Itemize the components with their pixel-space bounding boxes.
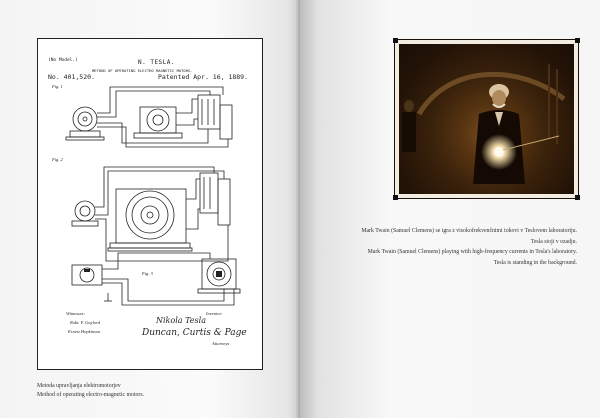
patent-attorneys-signature: Duncan, Curtis & Page (142, 328, 247, 338)
patent-title: METHOD OF OPERATING ELECTRO MAGNETIC MOTORS. (92, 68, 193, 73)
photo-twain-tesla-lab (394, 39, 579, 199)
patent-fig3-label: Fig. 3 (142, 271, 153, 276)
patent-inventor: N. TESLA. (138, 59, 176, 66)
right-caption-line2: Tesla stoji v ozadju. (530, 238, 577, 245)
patent-witness1: Robt. F. Gaylord (70, 320, 100, 325)
photo-corner-mount (575, 195, 580, 200)
right-caption-line4: Tesla is standing in the background. (493, 259, 577, 266)
photo-scene (399, 44, 574, 194)
left-caption-line1: Metoda upravljanja elektromotorjev (37, 383, 121, 389)
patent-inventor-label: Inventor: (206, 311, 223, 316)
right-caption (347, 226, 577, 268)
left-caption (37, 382, 144, 400)
patent-model-label: (No Model.) (48, 58, 78, 63)
patent-witness2: Ernest Hopkinson (68, 329, 101, 334)
patent-fig2-label: Fig. 2 (52, 157, 63, 162)
patent-fig1-label: Fig. 1 (52, 84, 63, 89)
patent-witnesses-label: Witnesses: (66, 311, 85, 316)
photo-corner-mount (393, 38, 398, 43)
photo-corner-mount (575, 38, 580, 43)
patent-drawing (37, 38, 263, 370)
photo-corner-mount (393, 195, 398, 200)
patent-number: No. 401,520. (48, 73, 95, 81)
patent-date: Patented Apr. 16, 1889. (158, 73, 249, 81)
left-caption-line2: Method of operating electro-magnetic motors. (37, 392, 145, 398)
right-caption-line3: Mark Twain (Samuel Clemens) playing with high-frequency currents in Tesla's laboratory. (367, 249, 577, 255)
patent-schematic (38, 39, 262, 369)
patent-attorneys-label: Attorneys (212, 341, 230, 346)
patent-inventor-signature: Nikola Tesla (156, 316, 206, 325)
right-caption-line1: Mark Twain (Samuel Clemens) se igra z visokofrekvenčnimi tokovi v Teslovem laboratoriju. (361, 228, 577, 234)
photo-image (399, 44, 574, 194)
